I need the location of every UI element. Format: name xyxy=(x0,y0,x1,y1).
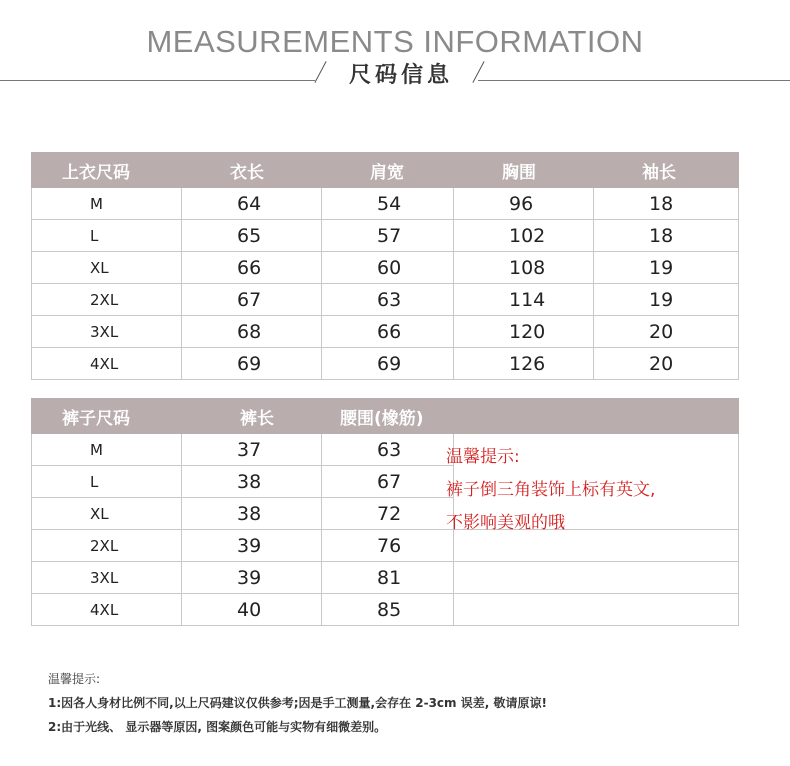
pants-tip-title: 温馨提示: xyxy=(446,447,520,467)
value-cell: 38 xyxy=(182,498,322,530)
header-divider-left xyxy=(0,80,315,81)
value-cell: 40 xyxy=(182,594,322,626)
table-row xyxy=(32,284,739,316)
value-cell: 85 xyxy=(322,594,454,626)
blank-cell xyxy=(454,562,739,594)
column-header: 袖长 xyxy=(594,153,739,188)
value-cell: 19 xyxy=(594,284,739,316)
value-cell: 20 xyxy=(594,316,739,348)
size-cell: 4XL xyxy=(32,594,182,626)
value-cell: 68 xyxy=(182,316,322,348)
value-cell: 20 xyxy=(594,348,739,380)
size-cell: M xyxy=(32,434,182,466)
header-divider-right xyxy=(478,80,790,81)
value-cell: 39 xyxy=(182,562,322,594)
column-header: 腰围(橡筋) xyxy=(322,399,739,434)
size-cell: L xyxy=(32,220,182,252)
value-cell: 63 xyxy=(322,284,454,316)
value-cell: 96 xyxy=(454,188,594,220)
blank-cell xyxy=(454,530,739,562)
table-row xyxy=(32,498,739,530)
notes-title: 温馨提示: xyxy=(48,672,101,686)
table-row xyxy=(32,188,739,220)
value-cell: 67 xyxy=(182,284,322,316)
value-cell: 19 xyxy=(594,252,739,284)
page-title: MEASUREMENTS INFORMATION xyxy=(146,24,644,59)
value-cell: 69 xyxy=(182,348,322,380)
column-header: 裤长 xyxy=(182,399,322,434)
size-cell: 4XL xyxy=(32,348,182,380)
value-cell: 102 xyxy=(454,220,594,252)
table-row xyxy=(32,594,739,626)
size-cell: XL xyxy=(32,498,182,530)
value-cell: 69 xyxy=(322,348,454,380)
value-cell: 67 xyxy=(322,466,454,498)
size-cell: 2XL xyxy=(32,530,182,562)
size-cell: XL xyxy=(32,252,182,284)
note-line: 1:因各人身材比例不同,以上尺码建议仅供参考;因是手工测量,会存在 2-3cm 误差, 敬请原谅! xyxy=(48,696,547,710)
column-header: 裤子尺码 xyxy=(32,399,182,434)
top-size-table xyxy=(31,152,739,380)
value-cell: 126 xyxy=(454,348,594,380)
value-cell: 65 xyxy=(182,220,322,252)
note-line: 2:由于光线、 显示器等原因, 图案颜色可能与实物有细微差别。 xyxy=(48,720,387,734)
value-cell: 39 xyxy=(182,530,322,562)
table-row xyxy=(32,562,739,594)
value-cell: 114 xyxy=(454,284,594,316)
header-slash-left xyxy=(314,61,326,83)
value-cell: 18 xyxy=(594,188,739,220)
pants-size-table xyxy=(31,398,739,626)
value-cell: 63 xyxy=(322,434,454,466)
value-cell: 64 xyxy=(182,188,322,220)
table-row xyxy=(32,220,739,252)
value-cell: 76 xyxy=(322,530,454,562)
table-row xyxy=(32,252,739,284)
table-row xyxy=(32,348,739,380)
table-header-row xyxy=(32,153,739,188)
value-cell: 60 xyxy=(322,252,454,284)
size-cell: 2XL xyxy=(32,284,182,316)
pants-tip-line: 裤子倒三角装饰上标有英文, xyxy=(446,480,656,500)
column-header: 胸围 xyxy=(454,153,594,188)
column-header: 上衣尺码 xyxy=(32,153,182,188)
value-cell: 72 xyxy=(322,498,454,530)
value-cell: 18 xyxy=(594,220,739,252)
column-header: 衣长 xyxy=(182,153,322,188)
value-cell: 108 xyxy=(454,252,594,284)
value-cell: 57 xyxy=(322,220,454,252)
column-header: 肩宽 xyxy=(322,153,454,188)
size-cell: L xyxy=(32,466,182,498)
value-cell: 54 xyxy=(322,188,454,220)
size-cell: M xyxy=(32,188,182,220)
table-row xyxy=(32,316,739,348)
value-cell: 37 xyxy=(182,434,322,466)
size-cell: 3XL xyxy=(32,562,182,594)
value-cell: 120 xyxy=(454,316,594,348)
value-cell: 38 xyxy=(182,466,322,498)
value-cell: 66 xyxy=(182,252,322,284)
page-subtitle: 尺码信息 xyxy=(348,63,453,88)
size-cell: 3XL xyxy=(32,316,182,348)
pants-tip-line: 不影响美观的哦 xyxy=(446,513,565,533)
table-row xyxy=(32,434,739,466)
table-row xyxy=(32,530,739,562)
value-cell: 81 xyxy=(322,562,454,594)
table-header-row xyxy=(32,399,739,434)
blank-cell xyxy=(454,594,739,626)
value-cell: 66 xyxy=(322,316,454,348)
